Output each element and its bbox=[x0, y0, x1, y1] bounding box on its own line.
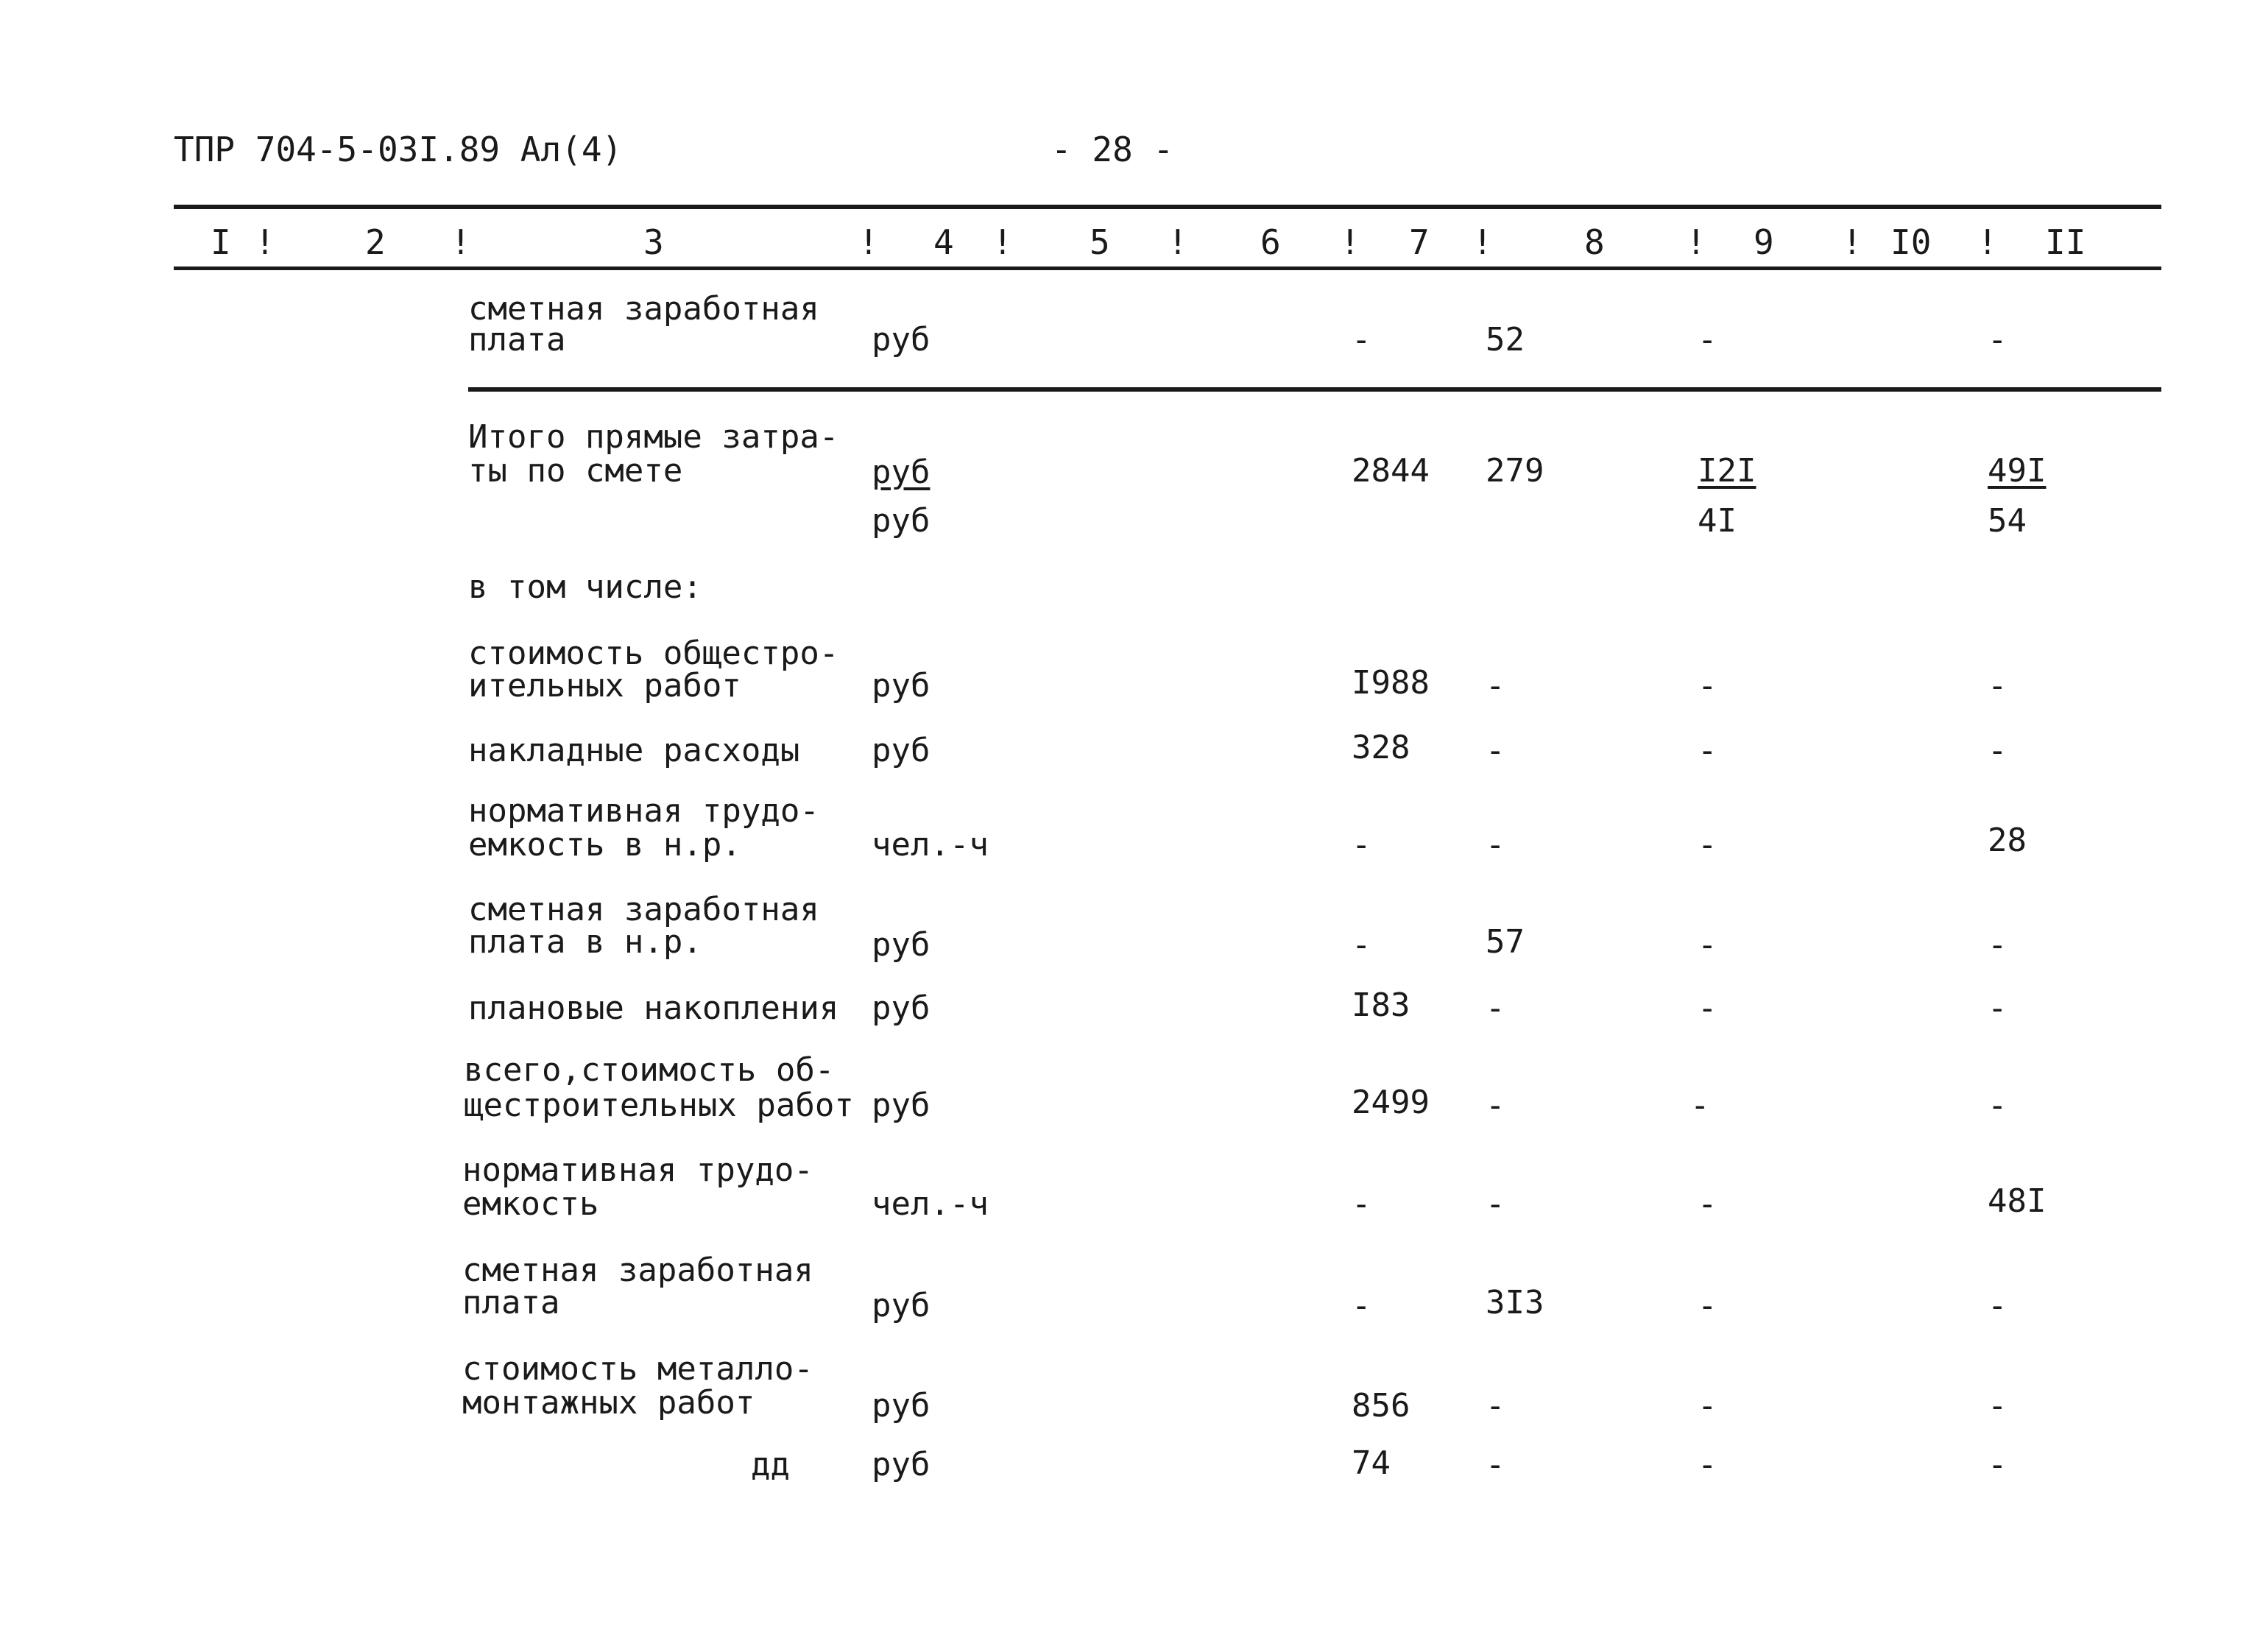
cell-col8: 52 bbox=[1486, 321, 1525, 359]
cell-col8: 279 bbox=[1486, 452, 1544, 490]
row-label-line1: стоимость металло- bbox=[462, 1350, 813, 1388]
col-separator: ! bbox=[451, 222, 471, 262]
cell-col7: 74 bbox=[1352, 1444, 1391, 1482]
cell-col11: - bbox=[1988, 926, 2007, 964]
row-unit: руб bbox=[872, 667, 931, 705]
row-label-line1: сметная заработная bbox=[468, 891, 819, 928]
row-unit: руб bbox=[872, 321, 931, 359]
row-label-line1: нормативная трудо- bbox=[462, 1151, 813, 1189]
cell-col9: I2I bbox=[1698, 452, 1756, 490]
cell-col8: 57 bbox=[1486, 923, 1525, 961]
row-label-line1: сметная заработная bbox=[462, 1252, 813, 1289]
cell-col7: I83 bbox=[1352, 986, 1410, 1024]
cell-col7: I988 bbox=[1352, 664, 1430, 702]
row-label-line1: всего,стоимость об- bbox=[464, 1051, 835, 1089]
row-label-line2: монтажных работ bbox=[462, 1384, 755, 1422]
cell-col8: - bbox=[1486, 989, 1505, 1027]
cell-col11: 28 bbox=[1988, 822, 2027, 859]
col-header-5: 5 bbox=[1090, 222, 1110, 262]
row-unit: руб bbox=[872, 732, 931, 769]
row-unit: руб bbox=[872, 926, 931, 964]
cell-col7: - bbox=[1352, 1287, 1371, 1324]
row-unit: руб bbox=[872, 1446, 931, 1483]
col-separator: ! bbox=[992, 222, 1013, 262]
col-header-11: II bbox=[2045, 222, 2086, 262]
col-separator: ! bbox=[1977, 222, 1998, 262]
cell-col8: - bbox=[1486, 1185, 1505, 1223]
row-label-line1: дд bbox=[751, 1446, 790, 1483]
page-number: - 28 - bbox=[1051, 130, 1174, 169]
cell-col11: - bbox=[1988, 321, 2007, 359]
row-label-line1: в том числе: bbox=[468, 568, 702, 606]
cell-col9: - bbox=[1698, 1387, 1717, 1425]
cell-col9: - bbox=[1698, 826, 1717, 864]
cell-col7: - bbox=[1352, 926, 1371, 964]
row-unit: руб bbox=[872, 989, 931, 1027]
cell-col11: - bbox=[1988, 1087, 2007, 1124]
cell-col8: - bbox=[1486, 1387, 1505, 1425]
col-header-1: I bbox=[211, 222, 231, 262]
cell-col11: - bbox=[1988, 732, 2007, 769]
cell-col7: 856 bbox=[1352, 1387, 1410, 1425]
col-header-10: I0 bbox=[1890, 222, 1932, 262]
cell-col9: - bbox=[1698, 321, 1717, 359]
cell-col7: - bbox=[1352, 321, 1371, 359]
row-label-line1: сметная заработная bbox=[468, 290, 819, 328]
col-separator: ! bbox=[1168, 222, 1188, 262]
cell-col8: - bbox=[1486, 732, 1505, 769]
cell-col9-2: 4I bbox=[1698, 502, 1737, 540]
cell-col9: - bbox=[1698, 1287, 1717, 1324]
col-separator: ! bbox=[1472, 222, 1493, 262]
cell-col11: - bbox=[1988, 667, 2007, 705]
row-label-line2: емкость в н.р. bbox=[468, 826, 741, 864]
cell-col9: - bbox=[1698, 989, 1717, 1027]
col-header-3: 3 bbox=[643, 222, 664, 262]
cell-col11: - bbox=[1988, 1446, 2007, 1483]
row-label-line1: нормативная трудо- bbox=[468, 792, 819, 830]
row-label-line2: плата в н.р. bbox=[468, 923, 702, 961]
cell-col8: - bbox=[1486, 667, 1505, 705]
row-unit-2: руб bbox=[872, 502, 931, 540]
col-separator: ! bbox=[1340, 222, 1360, 262]
cell-col11-2: 54 bbox=[1988, 502, 2027, 540]
cell-col11: - bbox=[1988, 1387, 2007, 1425]
col-separator: ! bbox=[1686, 222, 1706, 262]
row-label-line2: ительных работ bbox=[468, 667, 741, 705]
col-header-8: 8 bbox=[1584, 222, 1605, 262]
row-label-line2: емкость bbox=[462, 1185, 599, 1223]
row-unit: чел.-ч bbox=[872, 826, 989, 864]
col-header-4: 4 bbox=[933, 222, 954, 262]
row-label-line1: стоимость общестро- bbox=[468, 635, 839, 672]
row-label-line2: ты по смете bbox=[468, 452, 683, 490]
col-separator: ! bbox=[1842, 222, 1862, 262]
table-header-rule bbox=[174, 266, 2161, 270]
cell-col11: 48I bbox=[1988, 1182, 2047, 1220]
cell-col7: 2844 bbox=[1352, 452, 1430, 490]
cell-col8: - bbox=[1486, 1446, 1505, 1483]
cell-col11: 49I bbox=[1988, 452, 2047, 490]
row-label-line1: плановые накопления bbox=[468, 989, 839, 1027]
row-label-line2: плата bbox=[468, 321, 566, 359]
cell-col7: 2499 bbox=[1352, 1084, 1430, 1121]
cell-col7: - bbox=[1352, 826, 1371, 864]
row-label-line1: Итого прямые затра- bbox=[468, 418, 839, 456]
cell-col9: - bbox=[1698, 1185, 1717, 1223]
cell-col9: - bbox=[1690, 1087, 1710, 1124]
section-divider bbox=[468, 387, 2161, 392]
row-unit: руб bbox=[872, 1287, 931, 1324]
row-label-line2: плата bbox=[462, 1284, 560, 1321]
col-header-7: 7 bbox=[1409, 222, 1430, 262]
cell-col8: - bbox=[1486, 1087, 1505, 1124]
row-label-line2: щестроительных работ bbox=[464, 1087, 854, 1124]
cell-col9: - bbox=[1698, 926, 1717, 964]
cell-col9: - bbox=[1698, 1446, 1717, 1483]
col-separator: ! bbox=[255, 222, 275, 262]
cell-col9: - bbox=[1698, 732, 1717, 769]
row-unit: руб bbox=[872, 453, 931, 491]
cell-col8: - bbox=[1486, 826, 1505, 864]
document-reference: ТПР 704-5-03I.89 Ал(4) bbox=[174, 130, 623, 169]
row-unit: руб bbox=[872, 1087, 931, 1124]
col-separator: ! bbox=[858, 222, 879, 262]
cell-col7: - bbox=[1352, 1185, 1371, 1223]
cell-col11: - bbox=[1988, 1287, 2007, 1324]
cell-col11: - bbox=[1988, 989, 2007, 1027]
col-header-6: 6 bbox=[1260, 222, 1281, 262]
cell-col7: 328 bbox=[1352, 729, 1410, 766]
col-header-2: 2 bbox=[365, 222, 386, 262]
row-unit: чел.-ч bbox=[872, 1185, 989, 1223]
cell-col8: 3I3 bbox=[1486, 1284, 1544, 1321]
cell-col9: - bbox=[1698, 667, 1717, 705]
row-label-line1: накладные расходы bbox=[468, 732, 800, 769]
col-header-9: 9 bbox=[1754, 222, 1774, 262]
table-top-rule bbox=[174, 205, 2161, 209]
row-unit: руб bbox=[872, 1387, 931, 1425]
